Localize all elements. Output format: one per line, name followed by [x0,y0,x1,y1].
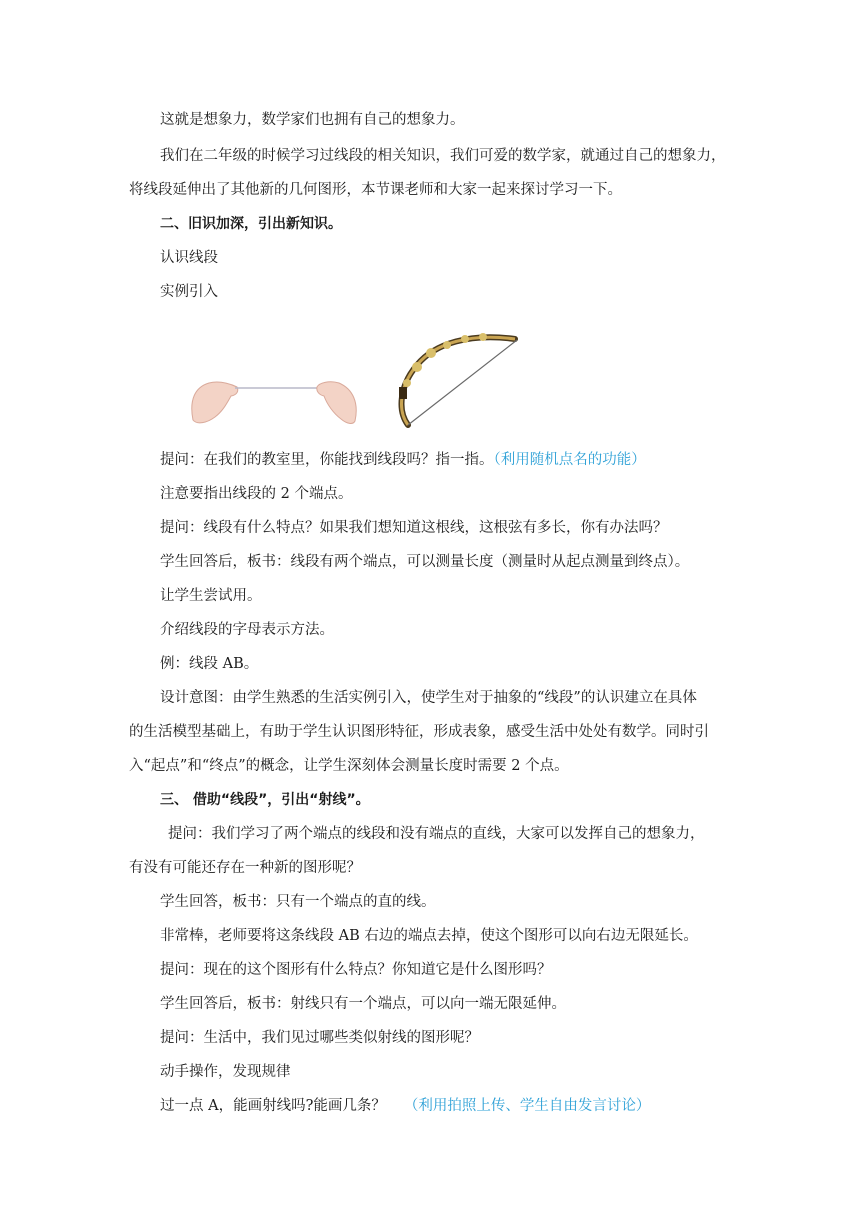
question-text: 过一点 A，能画射线吗?能画几条？ [160,1098,386,1114]
design-intent: 的生活模型基础上，有助于学生认识图形特征，形成表象，感受生活中处处有数学。同时引 [129,724,709,740]
paragraph: 我们在二年级的时候学习过线段的相关知识，我们可爱的数学家，就通过自己的想象力， [160,148,726,164]
section-heading: 三、 借助“线段”，引出“射线”。 [160,792,370,808]
paragraph: 认识线段 [160,250,218,266]
design-intent: 入“起点”和“终点”的概念，让学生深刻体会测量长度时需要 2 个点。 [129,758,569,774]
hands-holding-string-image [192,382,356,424]
bow-image [399,333,517,425]
paragraph: 例：线段 AB。 [160,656,259,672]
question-text: 提问：在我们的教室里，你能找到线段吗？指一指。 [160,452,494,468]
paragraph: 注意要指出线段的 2 个端点。 [160,486,353,502]
teaching-note: （利用拍照上传、学生自由发言讨论） [403,1098,651,1114]
paragraph: 实例引入 [160,284,218,300]
paragraph: 动手操作，发现规律 [160,1064,291,1080]
section-heading: 二、旧识加深，引出新知识。 [160,216,342,232]
paragraph: 介绍线段的字母表示方法。 [160,622,334,638]
question-line: 提问：现在的这个图形有什么特点？你知道它是什么图形吗？ [160,962,552,978]
paragraph: 学生回答，板书：只有一个端点的直的线。 [160,894,436,910]
question-line [160,450,646,470]
paragraph: 非常棒，老师要将这条线段 AB 右边的端点去掉，使这个图形可以向右边无限延长。 [160,928,698,944]
paragraph: 让学生尝试用。 [160,588,262,604]
teaching-note: （利用随机点名的功能） [493,452,646,468]
paragraph: 学生回答后，板书：射线只有一个端点，可以向一端无限延伸。 [160,996,566,1012]
design-intent: 设计意图：由学生熟悉的生活实例引入，使学生对于抽象的“线段”的认识建立在具体 [160,690,697,706]
paragraph: 学生回答后，板书：线段有两个端点，可以测量长度（测量时从起点测量到终点）。 [160,554,690,570]
figure-string-and-bow [185,325,525,430]
question-line [160,1096,650,1116]
paragraph: 将线段延伸出了其他新的几何图形，本节课老师和大家一起来探讨学习一下。 [129,182,622,198]
paragraph: 这就是想象力，数学家们也拥有自己的想象力。 [160,112,465,128]
question-line: 有没有可能还存在一种新的图形呢？ [129,860,361,876]
question-line: 提问：生活中，我们见过哪些类似射线的图形呢？ [160,1030,479,1046]
question-line: 提问：我们学习了两个端点的线段和没有端点的直线，大家可以发挥自己的想象力， [168,826,705,842]
question-line: 提问：线段有什么特点？如果我们想知道这根线，这根弦有多长，你有办法吗？ [160,520,668,536]
